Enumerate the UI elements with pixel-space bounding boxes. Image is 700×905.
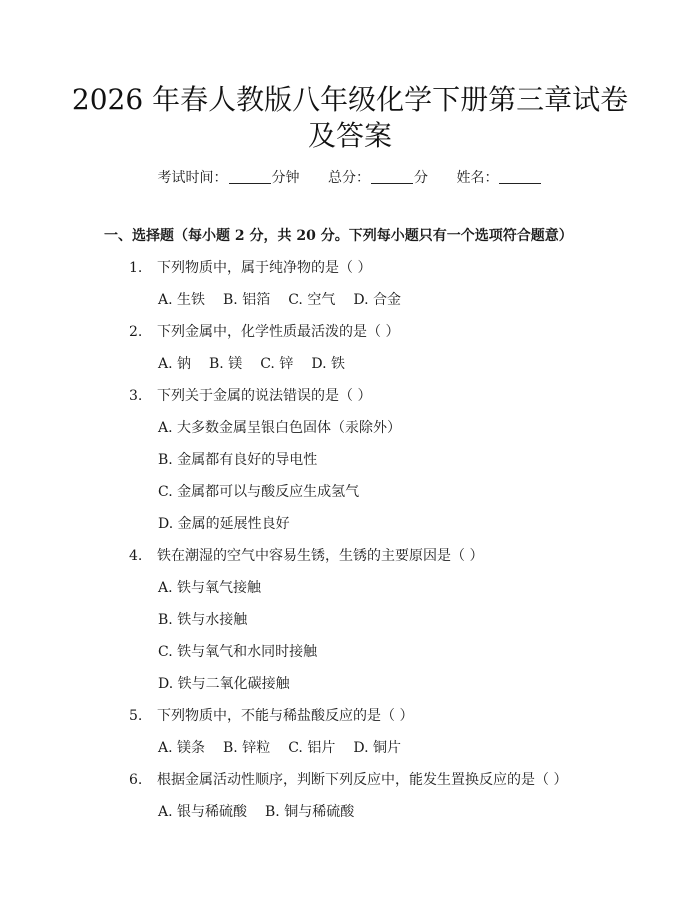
- option-c: C. 金属都可以与酸反应生成氢气: [158, 484, 360, 500]
- question-text: 根据金属活动性顺序，判断下列反应中，能发生置换反应的是（ ）: [157, 772, 568, 788]
- option-b: B. 镁: [209, 356, 243, 372]
- exam-info: [0, 168, 700, 188]
- total-score-unit: 分: [414, 170, 428, 186]
- question-5-options: [158, 738, 419, 758]
- total-score-blank: [371, 169, 413, 184]
- option-c: C. 铁与氧气和水同时接触: [158, 644, 318, 660]
- option-a: A. 镁条: [158, 740, 206, 756]
- question-number: 6.: [129, 772, 143, 788]
- total-score-label: 总分：: [328, 170, 370, 186]
- exam-time: [158, 170, 300, 186]
- question-5: [129, 706, 413, 726]
- exam-time-unit: 分钟: [271, 170, 300, 186]
- option-d: D. 铁: [311, 356, 345, 372]
- option-c: C. 空气: [288, 292, 336, 308]
- question-number: 2.: [129, 324, 143, 340]
- option-c: C. 铝片: [288, 740, 336, 756]
- option-d: D. 铜片: [353, 740, 401, 756]
- question-number: 5.: [129, 708, 143, 724]
- student-name: [456, 170, 542, 186]
- question-number: 3.: [129, 388, 143, 404]
- question-text: 下列物质中，属于纯净物的是（ ）: [157, 260, 372, 276]
- option-a: A. 银与稀硫酸: [158, 804, 248, 820]
- page-title: 2026 年春人教版八年级化学下册第三章试卷: [71, 83, 629, 116]
- question-4: [129, 546, 483, 566]
- question-text: 下列金属中，化学性质最活泼的是（ ）: [157, 324, 400, 340]
- question-6-options: [158, 802, 372, 822]
- student-name-blank: [499, 169, 541, 184]
- question-3: [129, 386, 371, 406]
- option-a: A. 钠: [158, 356, 192, 372]
- option-b: B. 金属都有良好的导电性: [158, 452, 318, 468]
- option-c: C. 锌: [260, 356, 294, 372]
- option-a: A. 铁与氧气接触: [158, 580, 262, 596]
- option-b: B. 铜与稀硫酸: [265, 804, 355, 820]
- question-2: [129, 322, 399, 342]
- option-b: B. 铁与水接触: [158, 612, 248, 628]
- section-heading-choice: 一、选择题（每小题 2 分，共 20 分。下列每小题只有一个选项符合题意）: [104, 228, 573, 244]
- option-d: D. 金属的延展性良好: [158, 516, 290, 532]
- student-name-label: 姓名：: [456, 170, 499, 186]
- question-number: 4.: [129, 548, 143, 564]
- question-1-options: [158, 290, 419, 310]
- question-2-options: [158, 354, 363, 374]
- question-number: 1.: [129, 260, 143, 276]
- option-b: B. 铝箔: [223, 292, 271, 308]
- exam-time-label: 考试时间：: [157, 170, 228, 186]
- option-a: A. 生铁: [158, 292, 206, 308]
- option-d: D. 铁与二氧化碳接触: [158, 676, 290, 692]
- question-text: 铁在潮湿的空气中容易生锈，生锈的主要原因是（ ）: [157, 548, 484, 564]
- option-a: A. 大多数金属呈银白色固体（汞除外）: [158, 420, 402, 436]
- page-title-line2: 及答案: [307, 119, 392, 152]
- total-score: [328, 170, 428, 186]
- question-text: 下列物质中，不能与稀盐酸反应的是（ ）: [157, 708, 414, 724]
- question-text: 下列关于金属的说法错误的是（ ）: [157, 388, 372, 404]
- question-1: [129, 258, 371, 278]
- exam-time-blank: [229, 169, 271, 184]
- option-b: B. 锌粒: [223, 740, 271, 756]
- option-d: D. 合金: [353, 292, 401, 308]
- question-6: [129, 770, 567, 790]
